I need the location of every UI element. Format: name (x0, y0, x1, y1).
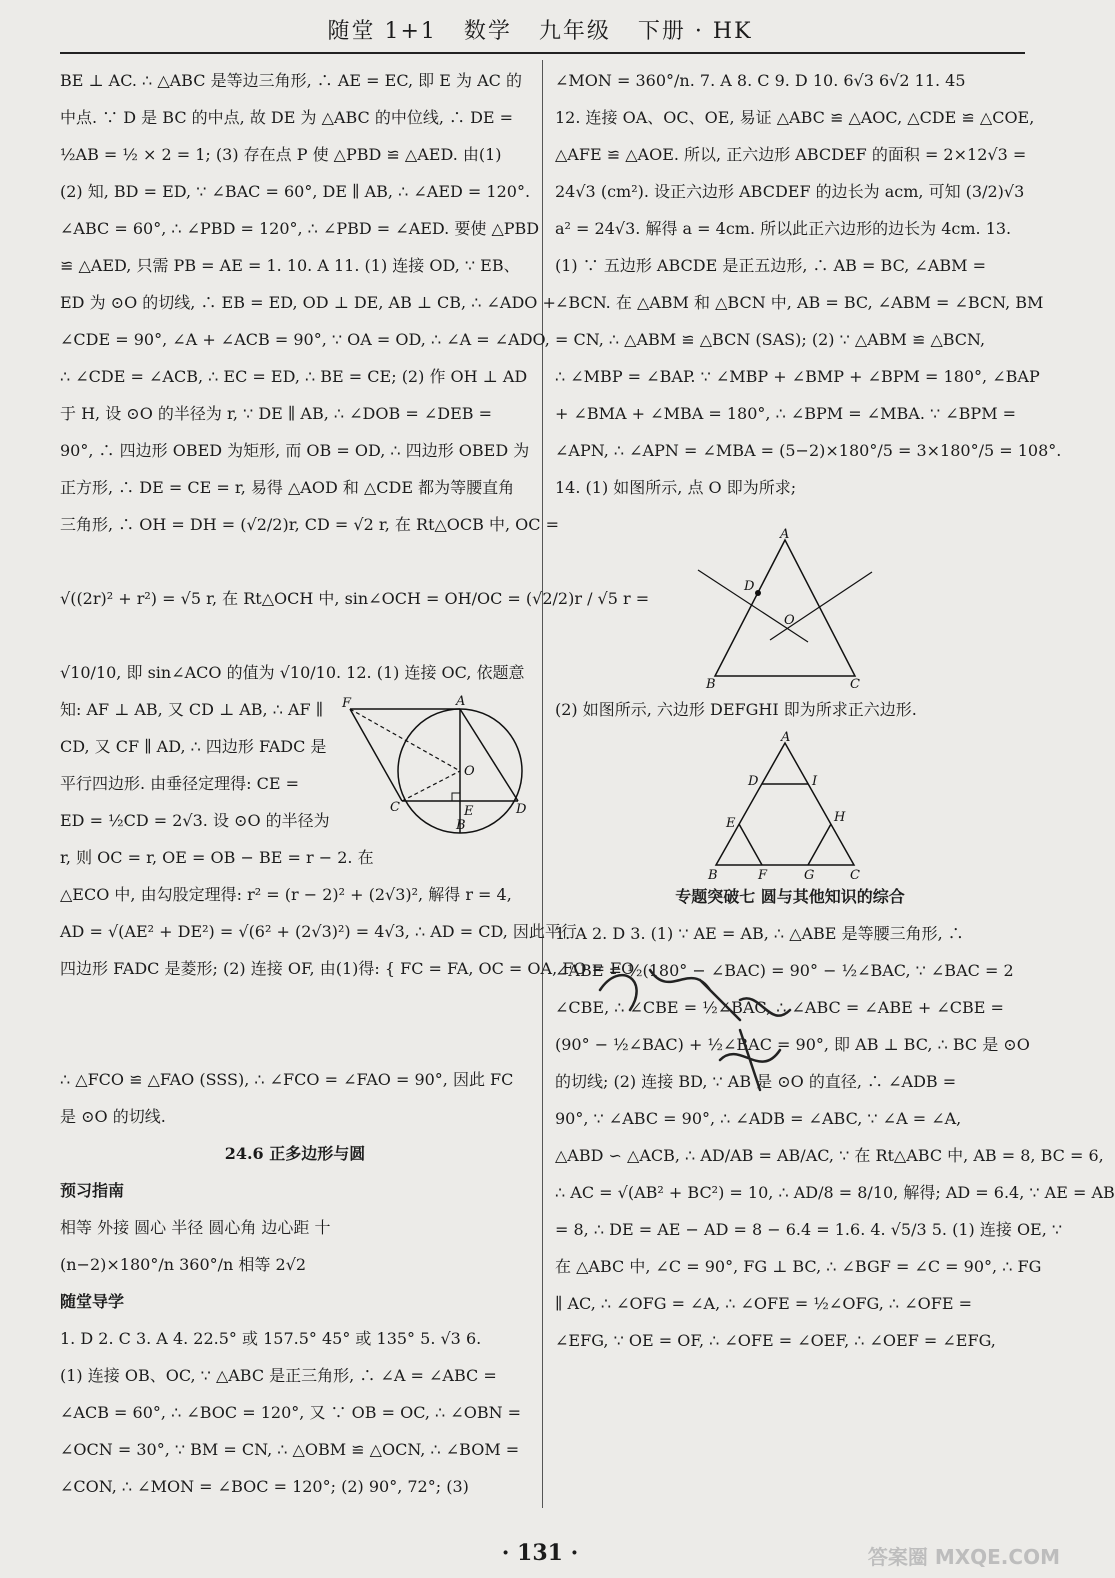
left-line: ∠CDE = 90°, ∠A + ∠ACB = 90°, ∵ OA = OD, ∴ ∠A = ∠ADO, (60, 330, 550, 349)
right-c-line: ∠ABE = ½(180° − ∠BAC) = 90° − ½∠BAC, ∵ ∠BAC = 2 (555, 961, 1014, 980)
right-angle-mark (452, 793, 460, 801)
triangle-figure-1 (690, 527, 890, 692)
left-line: △ECO 中, 由勾股定理得: r² = (r − 2)² + (2√3)², 解得 r = 4, (60, 885, 512, 904)
right-c-line: ∥ AC, ∴ ∠OFG = ∠A, ∴ ∠OFE = ½∠OFG, ∴ ∠OFE = (555, 1294, 972, 1313)
left-line: 于 H, 设 ⊙O 的半径为 r, ∵ DE ∥ AB, ∴ ∠DOB = ∠DEB = (60, 404, 492, 423)
guide-line: (1) 连接 OB、OC, ∵ △ABC 是正三角形, ∴ ∠A = ∠ABC = (60, 1366, 497, 1385)
hex-hg (808, 824, 831, 865)
right-c-line: △ABD ∽ △ACB, ∴ AD/AB = AB/AC, ∵ 在 Rt△ABC 中, AB = 8, BC = 6, (555, 1146, 1104, 1165)
fig2-label-d: D (748, 774, 759, 789)
triangle-abc-2 (716, 743, 854, 865)
label-b: B (456, 818, 466, 833)
handwriting-scribble (590, 950, 810, 1100)
fig2-label-i: I (812, 774, 818, 789)
right-c-line: (90° − ½∠BAC) + ½∠BAC = 90°, 即 AB ⊥ BC, ∴ BC 是 ⊙O (555, 1035, 1030, 1054)
right-a-line: △AFE ≌ △AOE. 所以, 正六边形 ABCDEF 的面积 = 2×12√3 = (555, 145, 1027, 164)
fig2-label-f: F (758, 868, 768, 883)
label-c: C (390, 800, 400, 815)
triangle-figure-2 (700, 730, 870, 885)
header-rule (60, 52, 1025, 54)
left-text-block (60, 62, 650, 1135)
right-c-line: ∠EFG, ∵ OE = OF, ∴ ∠OFE = ∠OEF, ∴ ∠OEF = ∠EFG, (555, 1331, 996, 1350)
left-line: ED = ½CD = 2√3. 设 ⊙O 的半径为 (60, 811, 330, 830)
left-line: √10/10, 即 sin∠ACO 的值为 √10/10. 12. (1) 连接 OC, 依题意 (60, 663, 525, 682)
guide-line: 1. D 2. C 3. A 4. 22.5° 或 157.5° 45° 或 135° 5. √3 6. (60, 1329, 482, 1348)
line-fc (350, 709, 402, 801)
left-line: r, 则 OC = r, OE = OB − BE = r − 2. 在 (60, 848, 374, 867)
right-a-line: 12. 连接 OA、OC、OE, 易证 △ABC ≌ △AOC, △CDE ≌ △COE, (555, 108, 1035, 127)
left-line: CD, 又 CF ∥ AD, ∴ 四边形 FADC 是 (60, 737, 327, 756)
label-e: E (464, 804, 474, 819)
right-a-line: 14. (1) 如图所示, 点 O 即为所求; (555, 478, 797, 497)
book-title: 随堂 1+1 (327, 19, 437, 44)
right-c-line: ∴ AC = √(AB² + BC²) = 10, ∴ AD/8 = 8/10, 解得; AD = 6.4, ∵ AE = AB (555, 1183, 1115, 1202)
guide-text-block (60, 1320, 530, 1505)
right-c-line: 在 △ABC 中, ∠C = 90°, FG ⊥ BC, ∴ ∠BGF = ∠C = 90°, ∴ FG (555, 1257, 1042, 1276)
fig1-label-a: A (780, 527, 790, 542)
preview-answers-2: (n−2)×180°/n 360°/n 相等 2√2 (60, 1255, 307, 1274)
left-line: 正方形, ∴ DE = CE = r, 易得 △AOD 和 △CDE 都为等腰直角 (60, 478, 515, 497)
line-ad (460, 709, 518, 801)
right-a-line: = CN, ∴ △ABM ≌ △BCN (SAS); (2) ∵ △ABM ≌ △BCN, (555, 330, 986, 349)
point-d (755, 590, 761, 596)
left-line: 是 ⊙O 的切线. (60, 1107, 166, 1126)
right-a-line: 24√3 (cm²). 设正六边形 ABCDEF 的边长为 acm, 可知 (3/2)√3 (555, 182, 1025, 201)
left-line: √((2r)² + r²) = √5 r, 在 Rt△OCH 中, sin∠OCH = OH/OC = (√2/2)r / √5 r = (60, 589, 650, 608)
guide-line: ∠OCN = 30°, ∵ BM = CN, ∴ △OBM ≌ △OCN, ∴ ∠BOM = (60, 1440, 520, 1459)
right-text-block-a (555, 62, 1062, 506)
line-fo (350, 709, 460, 771)
left-line: ≌ △AED, 只需 PB = AE = 1. 10. A 11. (1) 连接 OD, ∵ EB、 (60, 256, 520, 275)
left-line (60, 1024, 530, 1061)
left-line: 知: AF ⊥ AB, 又 CD ⊥ AB, ∴ AF ∥ (60, 700, 324, 719)
left-line: 中点. ∵ D 是 BC 的中点, 故 DE 为 △ABC 的中位线, ∴ DE = (60, 108, 514, 127)
bisector-line-2 (770, 572, 872, 640)
fig2-label-g: G (804, 868, 815, 883)
right-c-line: 1. A 2. D 3. (1) ∵ AE = AB, ∴ △ABE 是等腰三角形, ∴ (555, 924, 964, 943)
line-co (402, 771, 460, 801)
page-number: · 131 · (501, 1540, 579, 1566)
left-line: ∴ ∠CDE = ∠ACB, ∴ EC = ED, ∴ BE = CE; (2) 作 OH ⊥ AD (60, 367, 528, 386)
label-o: O (464, 764, 475, 779)
right-a-line: + ∠BMA + ∠MBA = 180°, ∴ ∠BPM = ∠MBA. ∵ ∠BPM = (555, 404, 1017, 423)
fig1-label-b: B (706, 677, 716, 692)
page-header (0, 14, 1080, 45)
left-line: BE ⊥ AC. ∴ △ABC 是等边三角形, ∴ AE = EC, 即 E 为 AC 的 (60, 71, 522, 90)
grade: 九年级 (538, 19, 611, 44)
right-c-line: 90°, ∵ ∠ABC = 90°, ∴ ∠ADB = ∠ABC, ∵ ∠A = ∠A, (555, 1109, 962, 1128)
volume: 下册 · HK (637, 19, 753, 44)
right-c-line: = 8, ∴ DE = AE − AD = 8 − 6.4 = 1.6. 4. √5/3 5. (1) 连接 OE, ∵ (555, 1220, 1063, 1239)
watermark: 答案圈 MXQE.COM (867, 1545, 1060, 1569)
left-line: 平行四边形. 由垂径定理得: CE = (60, 774, 300, 793)
fig1-label-c: C (850, 677, 860, 692)
left-line: ∴ △FCO ≌ △FAO (SSS), ∴ ∠FCO = ∠FAO = 90°, 因此 FC (60, 1070, 514, 1089)
left-line (60, 987, 530, 1024)
fig2-label-h: H (834, 810, 846, 825)
left-line: 90°, ∴ 四边形 OBED 为矩形, 而 OB = OD, ∴ 四边形 OBED 为 (60, 441, 530, 460)
right-a-line: ∠BCN. 在 △ABM 和 △BCN 中, AB = BC, ∠ABM = ∠BCN, BM (555, 293, 1044, 312)
fig2-label-a: A (781, 730, 791, 745)
right-c-line: 的切线; (2) 连接 BD, ∵ AB 是 ⊙O 的直径, ∴ ∠ADB = (555, 1072, 957, 1091)
subject: 数学 (463, 19, 512, 44)
fig2-label-b: B (708, 868, 718, 883)
right-c-line: ∠CBE, ∴ ∠CBE = ½∠BAC, ∴ ∠ABC = ∠ABE + ∠CBE = (555, 998, 1004, 1017)
label-f: F (342, 696, 352, 711)
label-d: D (516, 802, 527, 817)
preview-answers-1: 相等 外接 圆心 半径 圆心角 边心距 十 (60, 1218, 331, 1237)
right-a-line: (1) ∵ 五边形 ABCDE 是正五边形, ∴ AB = BC, ∠ABM = (555, 256, 987, 275)
left-line: AD = √(AE² + DE²) = √(6² + (2√3)²) = 4√3, ∴ AD = CD, 因此平行 (60, 922, 577, 941)
right-a-line: ∴ ∠MBP = ∠BAP. ∵ ∠MBP + ∠BMP + ∠BPM = 180°, ∠BAP (555, 367, 1040, 386)
column-divider (542, 60, 543, 1508)
fig2-label-e: E (726, 816, 736, 831)
left-line: 四边形 FADC 是菱形; (2) 连接 OF, 由(1)得: { FC = FA, OC = OA, FO = FO (60, 959, 635, 978)
left-line (60, 543, 530, 580)
fig2-label-c: C (850, 868, 860, 883)
left-line: ∠ABC = 60°, ∴ ∠PBD = 120°, ∴ ∠PBD = ∠AED. 要使 △PBD (60, 219, 540, 238)
label-a: A (456, 694, 466, 709)
triangle-abc (715, 540, 855, 676)
problem14-part2: (2) 如图所示, 六边形 DEFGHI 即为所求正六边形. (555, 700, 917, 719)
left-line: ED 为 ⊙O 的切线, ∴ EB = ED, OD ⊥ DE, AB ⊥ CB, ∴ ∠ADO + (60, 293, 556, 312)
section-heading-24-6: 24.6 正多边形与圆 (224, 1144, 366, 1163)
right-a-line: ∠MON = 360°/n. 7. A 8. C 9. D 10. 6√3 6√2 11. 45 (555, 71, 966, 90)
hex-ef (739, 824, 762, 865)
left-line: (2) 知, BD = ED, ∵ ∠BAC = 60°, DE ∥ AB, ∴ ∠AED = 120°. (60, 182, 531, 201)
left-line: ½AB = ½ × 2 = 1; (3) 存在点 P 使 △PBD ≌ △AED. 由(1) (60, 145, 502, 164)
guide-heading: 随堂导学 (60, 1292, 125, 1311)
right-a-line: ∠APN, ∴ ∠APN = ∠MBA = (5−2)×180°/5 = 3×180°/5 = 108°. (555, 441, 1062, 460)
left-line (60, 617, 530, 654)
guide-line: ∠ACB = 60°, ∴ ∠BOC = 120°, 又 ∵ OB = OC, ∴ ∠OBN = (60, 1403, 522, 1422)
preview-heading: 预习指南 (60, 1181, 125, 1200)
fig1-label-o: O (784, 613, 795, 628)
right-a-line: a² = 24√3. 解得 a = 4cm. 所以此正六边形的边长为 4cm. 13. (555, 219, 1012, 238)
fig1-label-d: D (744, 579, 755, 594)
section-heading-7: 专题突破七 圆与其他知识的综合 (675, 887, 905, 906)
right-column (555, 62, 1115, 1359)
guide-line: ∠CON, ∴ ∠MON = ∠BOC = 120°; (2) 90°, 72°; (3) (60, 1477, 469, 1496)
circle-figure (340, 694, 530, 833)
left-line: 三角形, ∴ OH = DH = (√2/2)r, CD = √2 r, 在 Rt△OCB 中, OC = (60, 515, 560, 534)
